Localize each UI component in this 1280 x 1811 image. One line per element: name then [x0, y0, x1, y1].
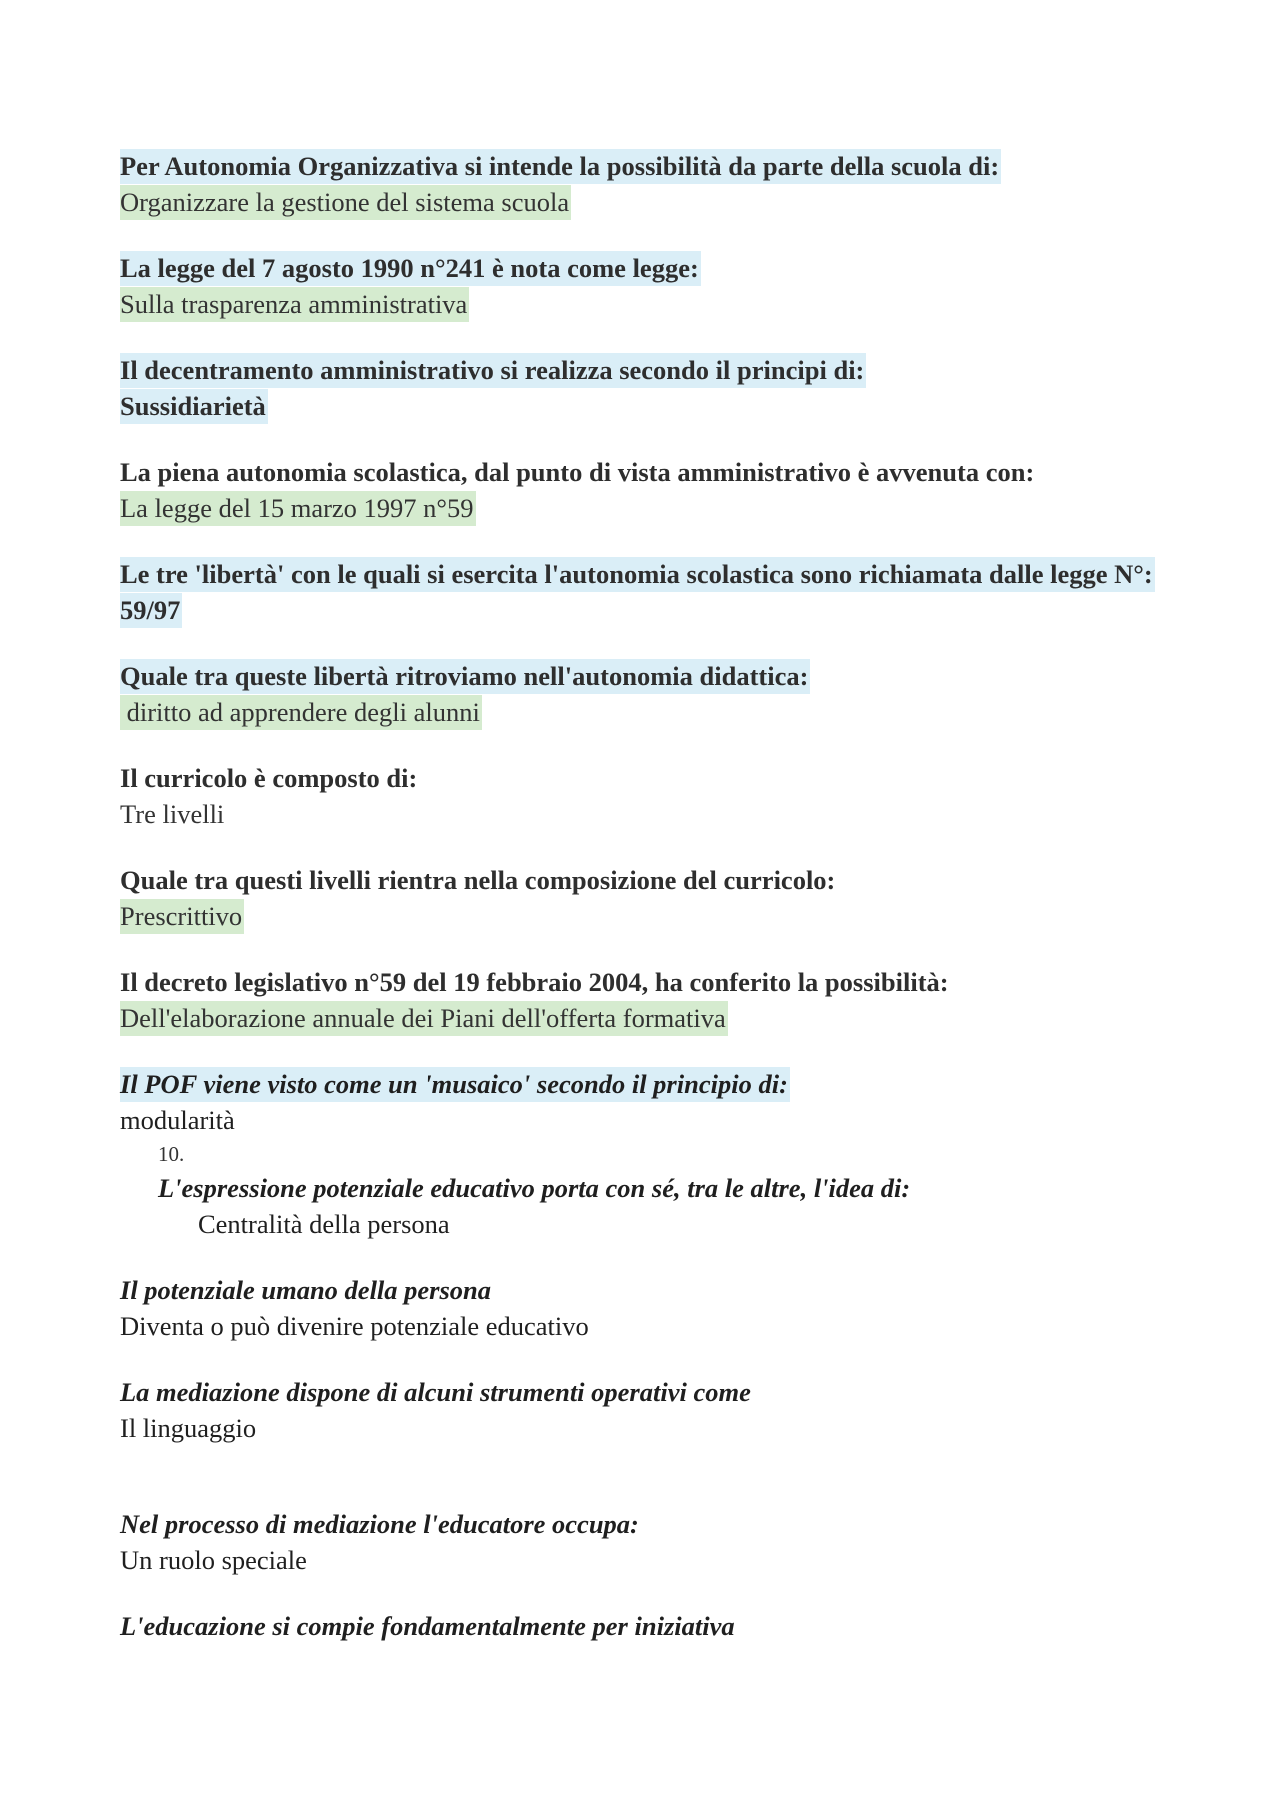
- qa-item-1: [120, 148, 1160, 220]
- question-13: La mediazione dispone di alcuni strumenti operativi come: [120, 1377, 751, 1407]
- question-15: L'educazione si compie fondamentalmente per iniziativa: [120, 1611, 735, 1641]
- document-page: [120, 148, 1160, 1674]
- question-4: La piena autonomia scolastica, dal punto di vista amministrativo è avvenuta con:: [120, 457, 1035, 487]
- list-number: 10.: [158, 1142, 185, 1166]
- answer-2: Sulla trasparenza amministrativa: [120, 287, 469, 322]
- answer-12: Diventa o può divenire potenziale educativo: [120, 1311, 589, 1341]
- question-6: Quale tra queste libertà ritroviamo nell'autonomia didattica:: [120, 659, 810, 694]
- question-1: Per Autonomia Organizzativa si intende la possibilità da parte della scuola di:: [120, 149, 1001, 184]
- answer-13: Il linguaggio: [120, 1413, 257, 1443]
- question-14: Nel processo di mediazione l'educatore occupa:: [120, 1509, 639, 1539]
- qa-item-14: [120, 1506, 1160, 1578]
- question-10: Il POF viene visto come un 'musaico' secondo il principio di:: [120, 1067, 790, 1102]
- question-11: L'espressione potenziale educativo porta con sé, tra le altre, l'idea di:: [158, 1173, 911, 1203]
- qa-item-11: [120, 1138, 1160, 1242]
- qa-item-4: [120, 454, 1160, 526]
- answer-9: Dell'elaborazione annuale dei Piani dell'offerta formativa: [120, 1001, 728, 1036]
- answer-8: Prescrittivo: [120, 899, 244, 934]
- question-9: Il decreto legislativo n°59 del 19 febbraio 2004, ha conferito la possibilità:: [120, 967, 949, 997]
- qa-item-13: [120, 1374, 1160, 1446]
- answer-10: modularità: [120, 1105, 235, 1135]
- question-8: Quale tra questi livelli rientra nella composizione del curricolo:: [120, 865, 836, 895]
- question-7: Il curricolo è composto di:: [120, 763, 418, 793]
- question-3: Il decentramento amministrativo si realizza secondo il principi di:: [120, 353, 866, 388]
- qa-item-15: [120, 1608, 1160, 1644]
- question-5: Le tre 'libertà' con le quali si esercita l'autonomia scolastica sono richiamata dalle legge N°:: [120, 557, 1155, 592]
- qa-item-12: [120, 1272, 1160, 1344]
- answer-5: 59/97: [120, 593, 182, 628]
- answer-4: La legge del 15 marzo 1997 n°59: [120, 491, 476, 526]
- answer-7: Tre livelli: [120, 799, 225, 829]
- qa-item-5: [120, 556, 1160, 628]
- answer-14: Un ruolo speciale: [120, 1545, 307, 1575]
- answer-11: Centralità della persona: [198, 1209, 450, 1239]
- qa-item-10: [120, 1066, 1160, 1138]
- qa-item-2: [120, 250, 1160, 322]
- answer-6: diritto ad apprendere degli alunni: [120, 695, 482, 730]
- qa-item-6: [120, 658, 1160, 730]
- qa-item-7: [120, 760, 1160, 832]
- qa-item-9: [120, 964, 1160, 1036]
- question-12: Il potenziale umano della persona: [120, 1275, 492, 1305]
- qa-item-3: [120, 352, 1160, 424]
- question-2: La legge del 7 agosto 1990 n°241 è nota come legge:: [120, 251, 701, 286]
- answer-3: Sussidiarietà: [120, 389, 268, 424]
- qa-item-8: [120, 862, 1160, 934]
- answer-1: Organizzare la gestione del sistema scuola: [120, 185, 571, 220]
